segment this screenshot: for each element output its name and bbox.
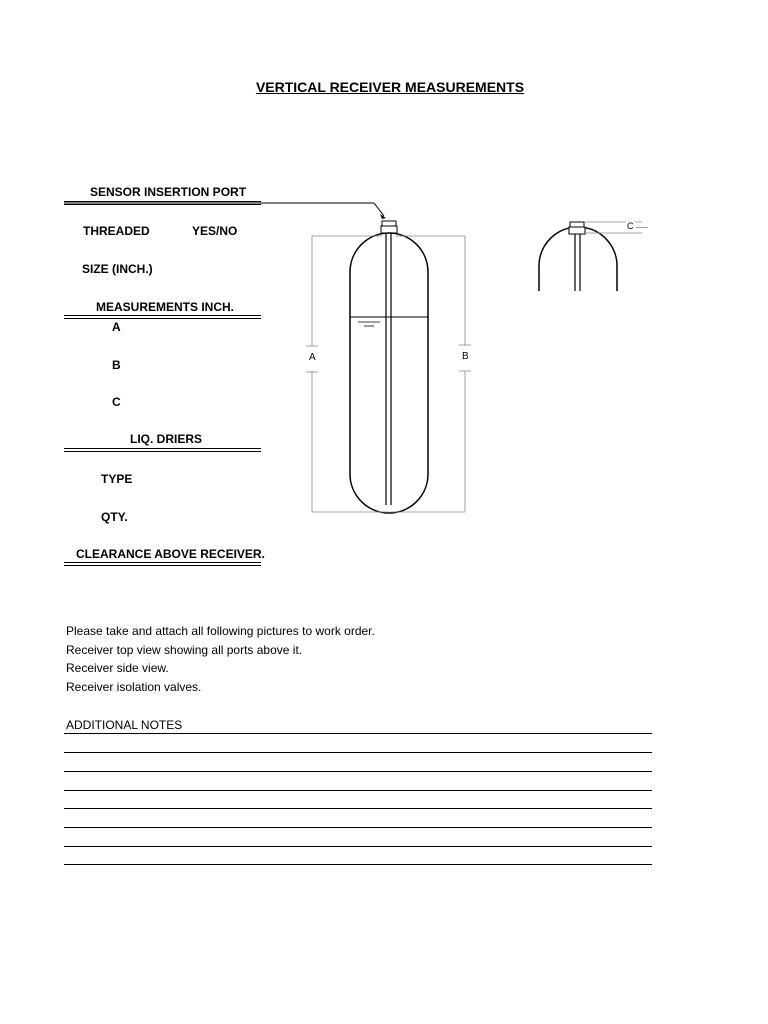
- instruction-line: Receiver isolation valves.: [66, 680, 202, 694]
- measure-a-label: A: [112, 320, 121, 334]
- note-line: [64, 827, 652, 828]
- note-line: [64, 733, 652, 734]
- size-label: SIZE (INCH.): [82, 262, 153, 276]
- note-line: [64, 864, 652, 865]
- leader-line: [64, 203, 384, 216]
- page-title: VERTICAL RECEIVER MEASUREMENTS: [255, 79, 525, 95]
- note-line: [64, 808, 652, 809]
- threaded-value: YES/NO: [192, 224, 238, 238]
- receiver-tank-outline: [350, 233, 428, 513]
- instruction-line: Please take and attach all following pictures to work order.: [66, 624, 375, 638]
- sensor-port-heading: SENSOR INSERTION PORT: [90, 185, 247, 199]
- dim-c-label: C: [627, 221, 634, 231]
- instruction-line: Receiver top view showing all ports above it.: [66, 643, 303, 657]
- top-view-port-fitting: [569, 227, 585, 234]
- measure-b-label: B: [112, 358, 121, 372]
- port-cap: [382, 221, 396, 226]
- note-line: [64, 790, 652, 791]
- qty-label: QTY.: [101, 510, 128, 524]
- port-fitting: [381, 226, 397, 233]
- note-line: [64, 846, 652, 847]
- note-line: [64, 771, 652, 772]
- dim-a-label: A: [309, 352, 316, 363]
- clearance-label: CLEARANCE ABOVE RECEIVER.: [76, 547, 265, 561]
- top-view-dome: [539, 227, 617, 291]
- notes-heading: ADDITIONAL NOTES: [66, 718, 183, 732]
- dim-b-label: B: [462, 351, 469, 362]
- type-label: TYPE: [101, 472, 133, 486]
- threaded-label: THREADED: [83, 224, 150, 238]
- driers-heading: LIQ. DRIERS: [130, 432, 203, 446]
- instruction-line: Receiver side view.: [66, 661, 169, 675]
- note-line: [64, 752, 652, 753]
- measurements-heading: MEASUREMENTS INCH.: [96, 300, 235, 314]
- measure-c-label: C: [112, 395, 121, 409]
- top-view-port-cap: [570, 222, 584, 227]
